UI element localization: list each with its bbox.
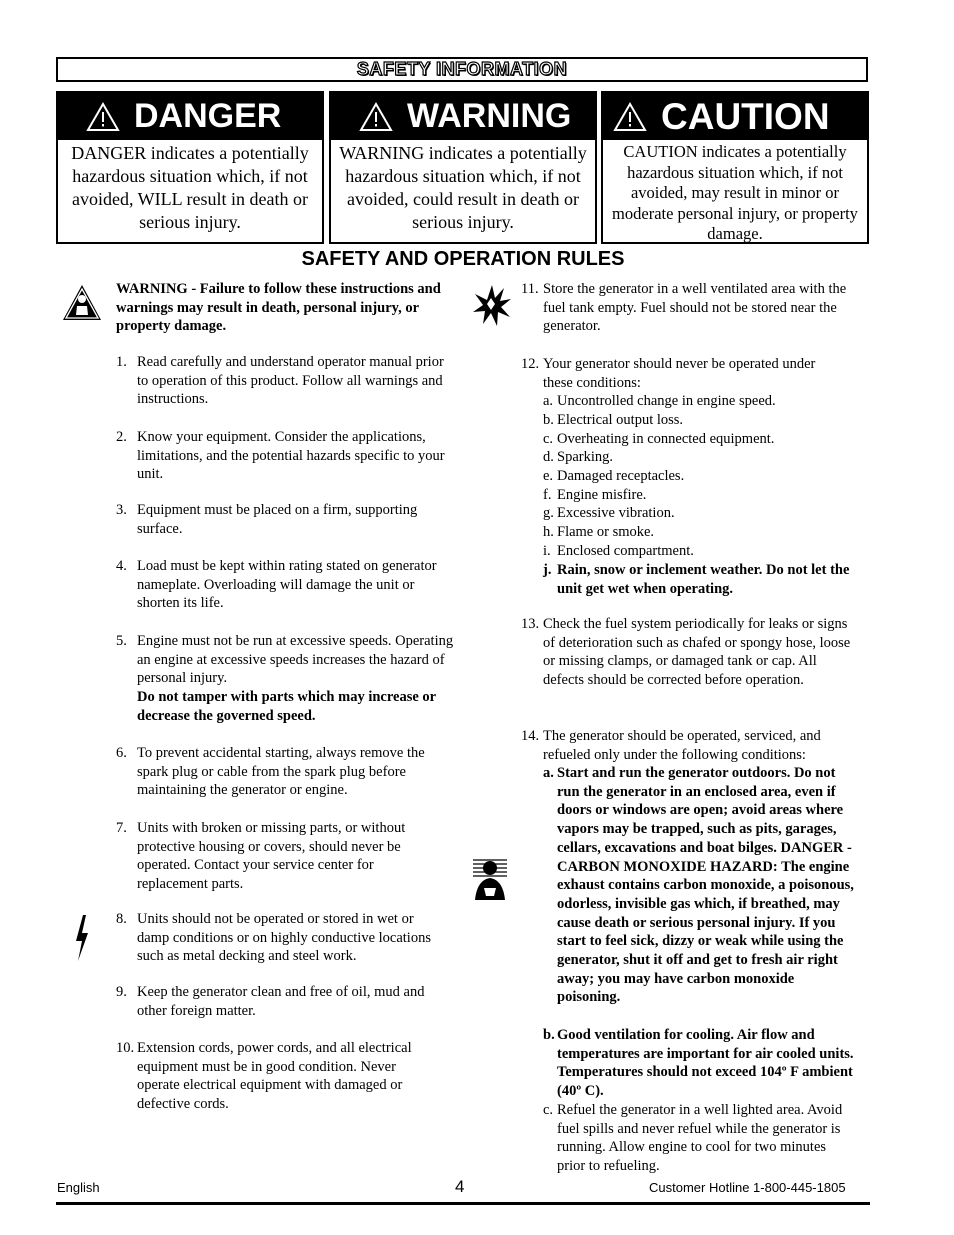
rule-number: 11. bbox=[521, 281, 539, 297]
rule-number: 2. bbox=[116, 429, 127, 445]
sub-letter: h. bbox=[543, 524, 554, 540]
sub-letter: i. bbox=[543, 543, 551, 559]
rule-number: 5. bbox=[116, 633, 127, 649]
rule-text: Store the generator in a well ventilated area with the fuel tank empty. Fuel should not be stored near the generator. bbox=[543, 281, 847, 335]
rule-number: 1. bbox=[116, 354, 127, 370]
warning-header bbox=[331, 93, 595, 140]
sub-letter: c. bbox=[543, 1102, 554, 1118]
caution-title: CAUTION bbox=[661, 95, 830, 137]
sub-letter: b. bbox=[543, 1027, 555, 1043]
warning-text: WARNING indicates a potentially hazardous situation which, if not avoided, could result in death or serious injury. bbox=[339, 143, 587, 232]
rules-heading: SAFETY AND OPERATION RULES bbox=[301, 248, 625, 270]
sub-text: Flame or smoke. bbox=[557, 524, 655, 540]
rule-text: Equipment must be placed on a firm, supporting surface. bbox=[137, 502, 418, 537]
rule-text: Engine must not be run at excessive speeds. Operating an engine at excessive speeds increases the hazard of personal injury. bbox=[137, 633, 454, 687]
rule-number: 14. bbox=[521, 728, 540, 744]
rule-number: 13. bbox=[521, 616, 540, 632]
alert-triangle-icon bbox=[359, 102, 393, 132]
page-number: 4 bbox=[455, 1177, 465, 1196]
sub-letter: d. bbox=[543, 449, 554, 465]
sub-text: Overheating in connected equipment. bbox=[557, 431, 775, 447]
sub-letter: f. bbox=[543, 487, 552, 503]
rule-text: Units with broken or missing parts, or without protective housing or covers, should never be operated. Contact your service center for replacement parts. bbox=[137, 820, 406, 893]
warning-panel bbox=[329, 91, 597, 244]
sub-letter: b. bbox=[543, 412, 554, 428]
sub-text: Refuel the generator in a well lighted area. Avoid fuel spills and never refuel while the generator is running. Allow engine to cool for two minutes prior to refueling. bbox=[557, 1102, 843, 1175]
sub-text: Engine misfire. bbox=[557, 487, 647, 503]
rule-number: 3. bbox=[116, 502, 127, 518]
alert-triangle-icon bbox=[613, 102, 647, 132]
rule-text: Check the fuel system periodically for leaks or signs of deterioration such as chafed or spongy hose, loose or missing clamps, or damaged tank or cap. All defects should be corrected before operation. bbox=[543, 616, 851, 689]
sub-text: Damaged receptacles. bbox=[557, 468, 685, 484]
danger-header bbox=[58, 93, 322, 140]
rule-number: 7. bbox=[116, 820, 127, 836]
sub-text: Sparking. bbox=[557, 449, 613, 465]
rule-text: Read carefully and understand operator manual prior to operation of this product. Follow all warnings and instructions. bbox=[137, 354, 444, 408]
rule-number: 12. bbox=[521, 356, 540, 372]
rule-text: Units should not be operated or stored in wet or damp conditions or on highly conductive locations such as metal decking and steel work. bbox=[137, 911, 431, 965]
sub-letter: e. bbox=[543, 468, 554, 484]
electric-shock-icon bbox=[71, 913, 93, 963]
rule-number: 9. bbox=[116, 984, 127, 1000]
rule-number: 10. bbox=[116, 1040, 135, 1056]
sub-text: Excessive vibration. bbox=[557, 505, 675, 521]
sub-text: Rain, snow or inclement weather. Do not let the unit get wet when operating. bbox=[557, 562, 850, 597]
sub-text: Electrical output loss. bbox=[557, 412, 684, 428]
customer-hotline: Customer Hotline 1-800-445-1805 bbox=[649, 1180, 846, 1195]
rule-text: Extension cords, power cords, and all electrical equipment must be in good condition. Never operate electrical equipment with damaged or defective cords. bbox=[137, 1040, 412, 1113]
rule-text: The generator should be operated, serviced, and refueled only under the following conditions: bbox=[543, 728, 821, 763]
warning-title: WARNING bbox=[407, 97, 572, 135]
rule-text: Keep the generator clean and free of oil, mud and other foreign matter. bbox=[137, 984, 425, 1019]
sub-text: Good ventilation for cooling. Air flow and temperatures are important for air cooled units. Temperatures should not exceed 104º F ambient (40º C). bbox=[557, 1027, 854, 1100]
intro-warning: WARNING - Failure to follow these instructions and warnings may result in death, personal injury, or property damage. bbox=[116, 281, 441, 335]
danger-title: DANGER bbox=[134, 97, 282, 135]
danger-text: DANGER indicates a potentially hazardous situation which, if not avoided, WILL result in death or serious injury. bbox=[71, 143, 309, 232]
sub-letter: a. bbox=[543, 393, 554, 409]
rule-bold-text: Do not tamper with parts which may increase or decrease the governed speed. bbox=[137, 689, 436, 724]
toxic-fumes-icon bbox=[469, 856, 511, 902]
sub-text: Start and run the generator outdoors. Do not run the generator in an enclosed area, even if doors or windows are open; avoid areas where vapors may be trapped, such as pits, garages, cellars, excavations and boat bilges. DANGER - CARBON MONOXIDE HAZARD: The engine exhaust contains carbon monoxide, a poisonous, odorless, invisible gas which, if breathed, may cause death or serious personal injury. If you start to feel sick, dizzy or weak while using the generator, shut it off and get to fresh air right away; you may have carbon monoxide poisoning. bbox=[557, 765, 854, 1006]
rule-number: 8. bbox=[116, 911, 127, 927]
rule-text: Know your equipment. Consider the applications, limitations, and the potential hazards specific to your unit. bbox=[137, 429, 445, 483]
sub-text: Uncontrolled change in engine speed. bbox=[557, 393, 776, 409]
danger-panel bbox=[56, 91, 324, 244]
rule-number: 4. bbox=[116, 558, 127, 574]
sub-letter: c. bbox=[543, 431, 554, 447]
alert-triangle-icon bbox=[86, 102, 120, 132]
rule-text: Your generator should never be operated under these conditions: bbox=[543, 356, 816, 391]
section-title: SAFETY INFORMATION bbox=[356, 59, 568, 79]
footer-rule bbox=[56, 1202, 870, 1205]
rule-text: To prevent accidental starting, always remove the spark plug or cable from the spark plug before maintaining the generator or engine. bbox=[137, 745, 425, 799]
sub-letter: a. bbox=[543, 765, 554, 781]
warning-triangle-icon bbox=[61, 283, 103, 323]
sub-letter: j. bbox=[543, 562, 552, 578]
caution-header bbox=[603, 93, 867, 140]
sub-letter: g. bbox=[543, 505, 554, 521]
section-title-box bbox=[56, 57, 868, 82]
rule-text: Load must be kept within rating stated on generator nameplate. Overloading will damage the unit or shorten its life. bbox=[137, 558, 437, 612]
rule-number: 6. bbox=[116, 745, 127, 761]
explosion-icon bbox=[471, 282, 513, 328]
sub-text: Enclosed compartment. bbox=[557, 543, 694, 559]
footer-language: English bbox=[57, 1180, 100, 1195]
caution-panel bbox=[601, 91, 869, 244]
caution-text: CAUTION indicates a potentially hazardous situation which, if not avoided, may result in minor or moderate personal injury, or property damage. bbox=[612, 142, 858, 243]
